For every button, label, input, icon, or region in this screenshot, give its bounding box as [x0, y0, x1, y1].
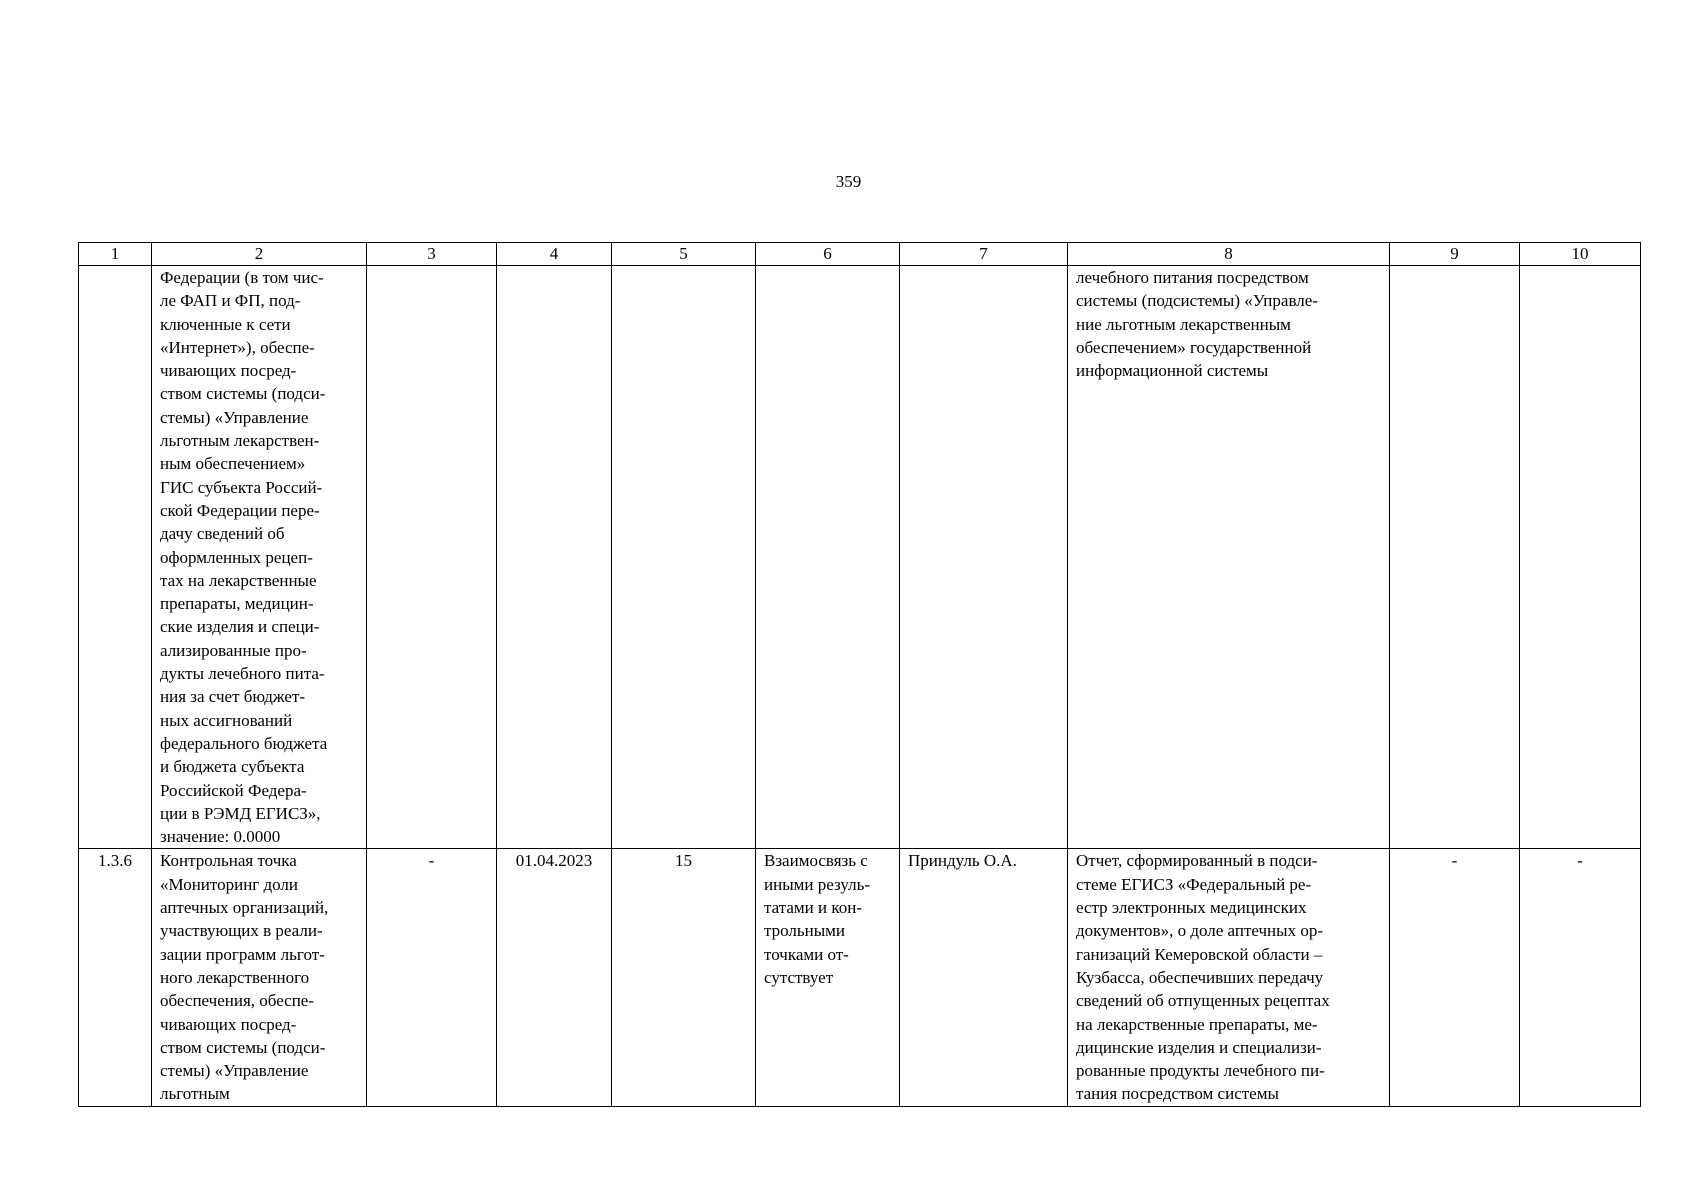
header-cell-6: 6: [756, 243, 900, 266]
table-cell: [1390, 266, 1520, 849]
date-cell: [497, 266, 612, 849]
header-cell-5: 5: [612, 243, 756, 266]
row-number-cell: 1.3.6: [79, 849, 152, 1106]
header-row: [79, 243, 1641, 266]
date-cell: 01.04.2023: [497, 849, 612, 1106]
row-number-cell: [79, 266, 152, 849]
header-cell-4: 4: [497, 243, 612, 266]
header-cell-1: 1: [79, 243, 152, 266]
responsible-cell: [900, 266, 1068, 849]
table-cell: -: [1520, 849, 1641, 1106]
table-cell: 15: [612, 849, 756, 1106]
document-table: [78, 242, 1641, 1107]
header-cell-2: 2: [152, 243, 367, 266]
header-cell-3: 3: [367, 243, 497, 266]
header-cell-9: 9: [1390, 243, 1520, 266]
table-row: [79, 849, 1641, 1106]
table-cell: -: [367, 849, 497, 1106]
page-number: 359: [835, 172, 862, 191]
header-cell-10: 10: [1520, 243, 1641, 266]
relation-cell: [756, 266, 900, 849]
relation-cell: Взаимосвязь с иными резуль- татами и кон- трольными точками от- сутствует: [756, 849, 900, 1106]
description-cell: Контрольная точка «Мониторинг доли аптечных организаций, участвующих в реали- зации программ льгот- ного лекарственного обеспечения, обеспе- чивающих посред- ством системы (подси- стемы) «Управление льготным: [152, 849, 367, 1106]
description-cell: Федерации (в том чис- ле ФАП и ФП, под- ключенные к сети «Интернет»), обеспе- чивающих посред- ством системы (подси- стемы) «Управление льготным лекарствен- ным обеспечением» ГИС субъекта Россий- ской Федерации пере- дачу сведений об оформленных рецеп- тах на лекарственные препараты, медицин- ские изделия и специ- ализированные про- дукты лечебного пита- ния за счет бюджет- ных ассигнований федерального бюджета и бюджета субъекта Российской Федера- ции в РЭМД ЕГИСЗ», значение: 0.0000: [152, 266, 367, 849]
header-cell-7: 7: [900, 243, 1068, 266]
table-row: [79, 266, 1641, 849]
header-cell-8: 8: [1068, 243, 1390, 266]
table-cell: [367, 266, 497, 849]
report-cell: лечебного питания посредством системы (подсистемы) «Управле- ние льготным лекарственным обеспечением» государственной информационной системы: [1068, 266, 1390, 849]
responsible-cell: Приндуль О.А.: [900, 849, 1068, 1106]
report-cell: Отчет, сформированный в подси- стеме ЕГИСЗ «Федеральный ре- естр электронных медицинских документов», о доле аптечных ор- ганизаций Кемеровской области – Кузбасса, обеспечивших передачу сведений об отпущенных рецептах на лекарственные препараты, ме- дицинские изделия и специализи- рованные продукты лечебного пи- тания посредством системы: [1068, 849, 1390, 1106]
table-cell: [1520, 266, 1641, 849]
table-cell: [612, 266, 756, 849]
table-cell: -: [1390, 849, 1520, 1106]
